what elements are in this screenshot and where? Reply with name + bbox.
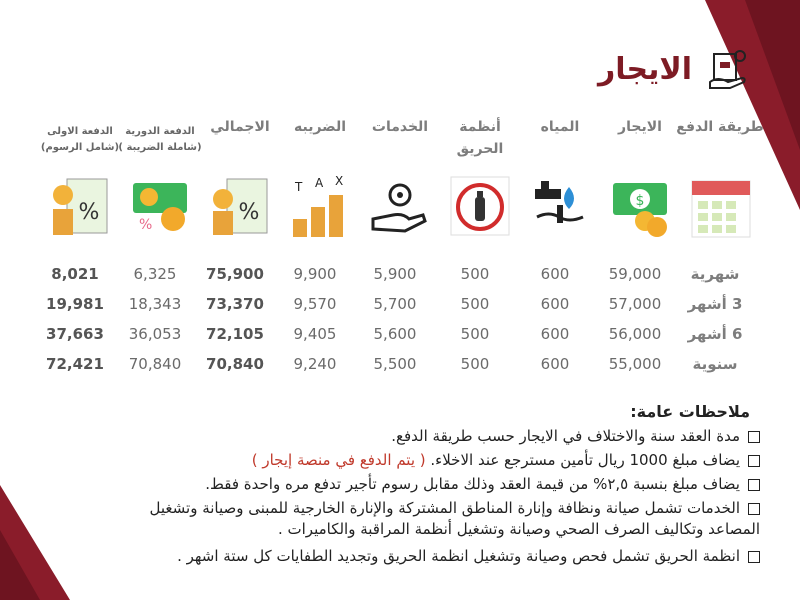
header-payment-method: طريقة الدفع bbox=[676, 119, 764, 135]
cell-first: 8,021 bbox=[51, 265, 99, 283]
water-tap-icon bbox=[529, 175, 591, 239]
svg-text:%: % bbox=[139, 217, 153, 233]
svg-text:A: A bbox=[315, 176, 324, 190]
corner-decoration-bottom-left-inner bbox=[0, 530, 40, 600]
note-item: الخدمات تشمل صيانة ونظافة وإنارة المناطق المشتركة والإنارة الخارجية للمبنى وصيانة وتشغيل المصاعد وتكاليف الصرف الصحي وصيانة وتشغيل أنظمة المراقبة والكاميرات . bbox=[149, 499, 760, 538]
calendar-icon bbox=[690, 175, 752, 239]
cell-periodic: 70,840 bbox=[128, 355, 182, 373]
header-fire-systems: أنظمة الحريق bbox=[456, 119, 504, 157]
svg-text:%: % bbox=[78, 200, 100, 225]
header-total: الاجمالي bbox=[210, 119, 270, 135]
checkbox-icon bbox=[748, 551, 760, 563]
cell-rent: 57,000 bbox=[608, 295, 662, 313]
checkbox-icon bbox=[748, 431, 760, 443]
svg-text:X: X bbox=[335, 175, 344, 188]
page-title: الايجار bbox=[598, 52, 693, 87]
cell-periodic: 18,343 bbox=[128, 295, 182, 313]
periodic-payment-icon bbox=[129, 175, 191, 239]
cell-tax: 9,405 bbox=[293, 325, 337, 343]
checkbox-icon bbox=[748, 503, 760, 515]
cell-label: سنوية bbox=[692, 355, 738, 373]
money-coins-icon bbox=[609, 175, 671, 239]
cell-first: 72,421 bbox=[46, 355, 104, 373]
cell-total: 75,900 bbox=[206, 265, 264, 283]
cell-first: 37,663 bbox=[46, 325, 104, 343]
cell-rent: 56,000 bbox=[608, 325, 662, 343]
svg-text:%: % bbox=[238, 200, 260, 225]
cell-tax: 9,240 bbox=[293, 355, 337, 373]
service-hand-gear-icon bbox=[369, 175, 431, 239]
total-calculator-icon bbox=[209, 175, 271, 239]
cell-rent: 59,000 bbox=[608, 265, 662, 283]
cell-water: 600 bbox=[540, 355, 570, 373]
cell-services: 5,700 bbox=[373, 295, 417, 313]
cell-total: 72,105 bbox=[206, 325, 264, 343]
cell-periodic: 6,325 bbox=[133, 265, 177, 283]
cell-tax: 9,570 bbox=[293, 295, 337, 313]
cell-water: 600 bbox=[540, 295, 570, 313]
checkbox-icon bbox=[748, 455, 760, 467]
cell-services: 5,500 bbox=[373, 355, 417, 373]
header-water: المياه bbox=[540, 119, 580, 135]
fire-extinguisher-icon bbox=[449, 175, 511, 239]
note-item: يضاف مبلغ بنسبة ٢,٥% من قيمة العقد وذلك مقابل رسوم تأجير تدفع مره واحدة فقط. bbox=[100, 474, 760, 495]
cell-total: 73,370 bbox=[206, 295, 264, 313]
header-first-payment: الدفعة الاولى (شامل الرسوم) bbox=[40, 126, 120, 153]
cell-label: شهرية bbox=[690, 265, 740, 283]
header-periodic-payment: الدفعة الدورية (شاملة الضريبة ) bbox=[118, 126, 202, 153]
cell-water: 600 bbox=[540, 325, 570, 343]
tax-coins-icon bbox=[289, 175, 351, 239]
note-item: مدة العقد سنة والاختلاف في الايجار حسب طريقة الدفع. bbox=[100, 426, 760, 447]
cell-services: 5,900 bbox=[373, 265, 417, 283]
cell-fire: 500 bbox=[460, 265, 490, 283]
first-payment-icon bbox=[49, 175, 111, 239]
notes-title: ملاحظات عامة: bbox=[630, 402, 750, 421]
svg-text:T: T bbox=[295, 180, 303, 194]
header-tax: الضريبه bbox=[293, 119, 347, 135]
cell-rent: 55,000 bbox=[608, 355, 662, 373]
cell-tax: 9,900 bbox=[293, 265, 337, 283]
header-rent: الايجار bbox=[618, 119, 662, 135]
note-item: انظمة الحريق تشمل فحص وصيانة وتشغيل انظمة الحريق وتجديد الطفايات كل ستة اشهر . bbox=[100, 546, 760, 567]
cell-water: 600 bbox=[540, 265, 570, 283]
svg-text:$: $ bbox=[635, 193, 645, 209]
cell-first: 19,981 bbox=[46, 295, 104, 313]
cell-fire: 500 bbox=[460, 295, 490, 313]
cell-label: 3 أشهر bbox=[687, 295, 743, 313]
checkbox-icon bbox=[748, 479, 760, 491]
cell-fire: 500 bbox=[460, 355, 490, 373]
cell-services: 5,600 bbox=[373, 325, 417, 343]
rent-document-icon bbox=[706, 48, 748, 92]
header-services: الخدمات bbox=[371, 119, 429, 135]
cell-fire: 500 bbox=[460, 325, 490, 343]
cell-total: 70,840 bbox=[206, 355, 264, 373]
cell-periodic: 36,053 bbox=[128, 325, 182, 343]
note-item: يضاف مبلغ 1000 ريال تأمين مسترجع عند الاخلاء. ( يتم الدفع في منصة إيجار ) bbox=[100, 450, 760, 471]
cell-label: 6 أشهر bbox=[687, 325, 743, 343]
